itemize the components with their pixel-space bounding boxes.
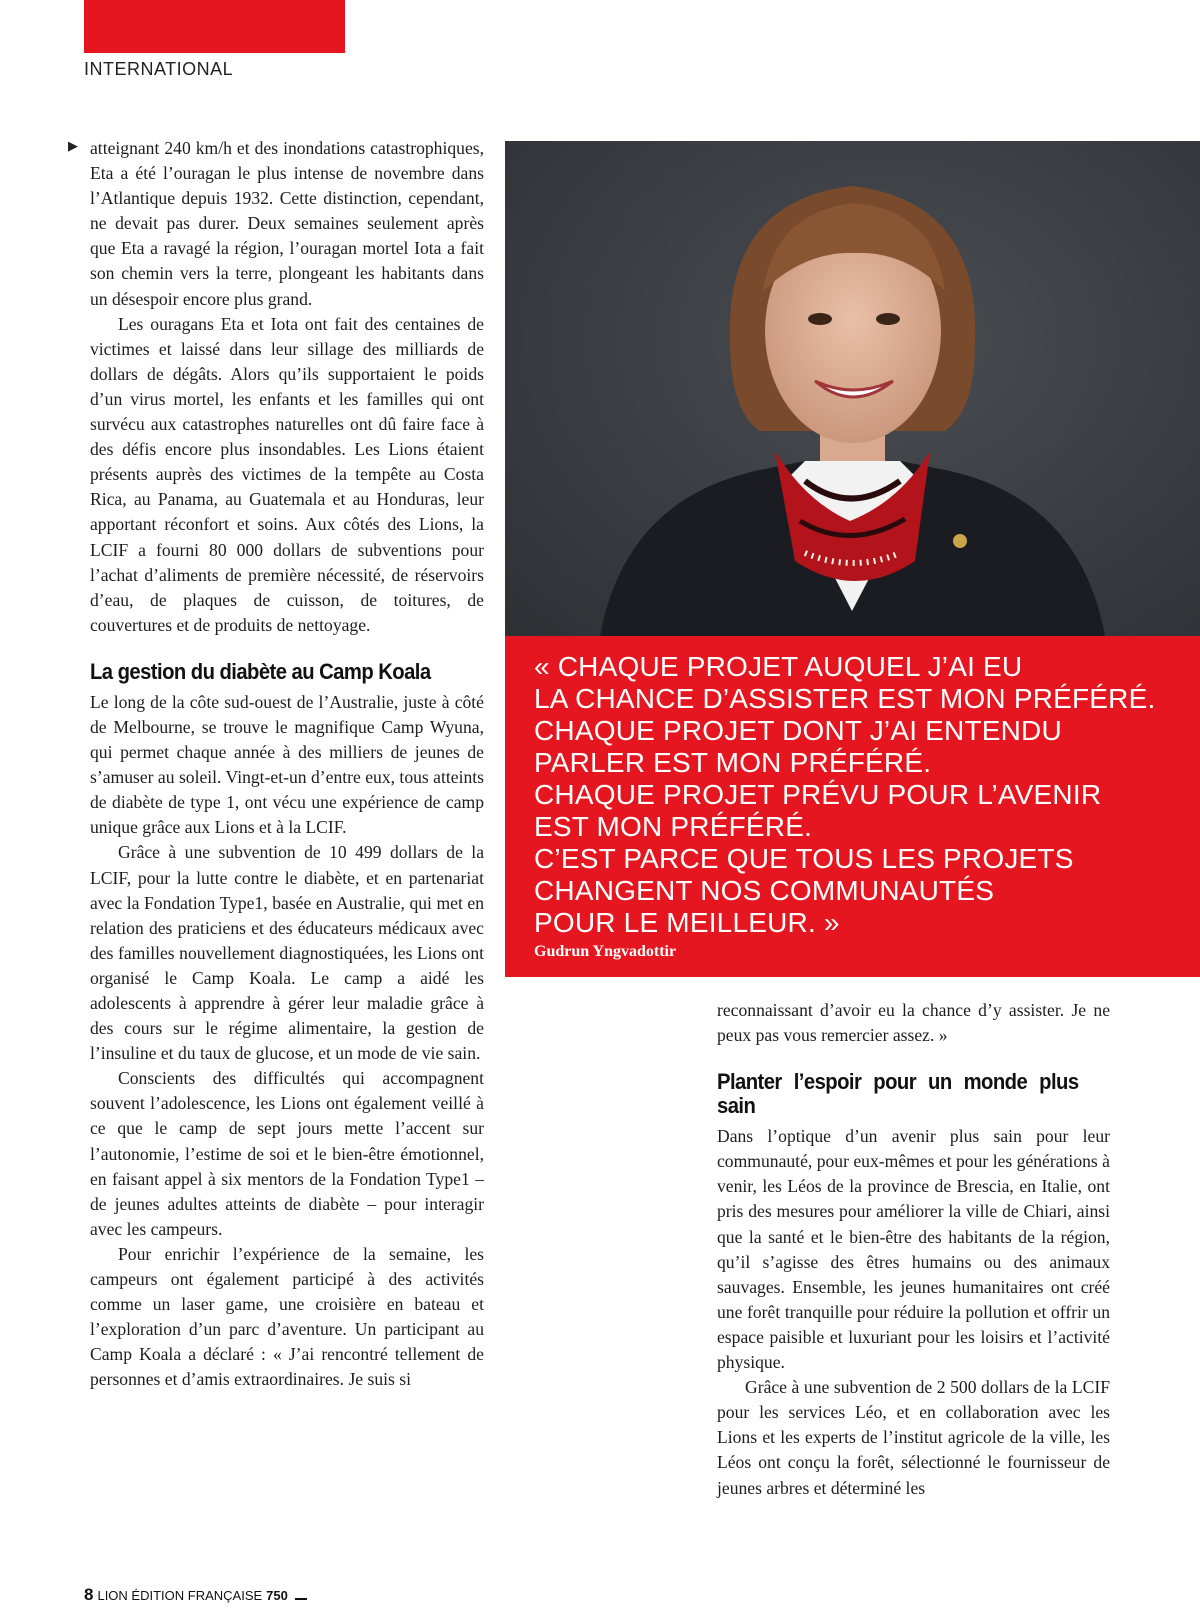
paragraph: reconnaissant d’avoir eu la chance d’y assister. Je ne peux pas vous remercier assez. »	[717, 1000, 1110, 1046]
left-column	[90, 136, 484, 1393]
header-red-bar	[84, 0, 345, 53]
section-label: INTERNATIONAL	[84, 59, 234, 79]
paragraph: atteignant 240 km/h et des inondations catastrophiques, Eta a été l’ouragan le plus intense de novembre dans l’Atlantique depuis 1932. Cette distinction, cependant, ne devait pas durer. Deux semaines seulement après que Eta a ravagé la région, l’ouragan mortel Iota a fait son chemin vers la terre, plongeant les habitants dans un désespoir encore plus grand.	[90, 138, 484, 309]
paragraph: Dans l’optique d’un avenir plus sain pour leur communauté, pour eux-mêmes et pour les générations à venir, les Léos de la province de Brescia, en Italie, ont pris des mesures pour améliorer la ville de Chiari, ainsi que la santé et le bien-être des habitants de la région, qu’il s’agisse des êtres humains ou des animaux sauvages. Ensemble, les jeunes humanitaires ont créé une forêt tranquille pour réduire la pollution et offrir un espace paisible et luxuriant pour les loisirs et l’activité physique.	[717, 1126, 1110, 1373]
pull-quote-text: « CHAQUE PROJET AUQUEL J’AI EU LA CHANCE D’ASSISTER EST MON PRÉFÉRÉ. CHAQUE PROJET DONT J’AI ENTENDU PARLER EST MON PRÉFÉRÉ. CHAQUE PROJET PRÉVU POUR L’AVENIR EST MON PRÉFÉRÉ. C’EST PARCE QUE TOUS LES PROJETS CHANGENT NOS COMMUNAUTÉS POUR LE MEILLEUR. »	[534, 651, 1156, 938]
paragraph: Grâce à une subvention de 2 500 dollars de la LCIF pour les services Léo, et en collaboration avec les Lions et les experts de l’institut agricole de la ville, les Léos ont conçu la forêt, sélectionné le fournisseur de jeunes arbres et déterminé les	[717, 1377, 1110, 1498]
page-footer	[84, 1585, 307, 1605]
section-heading-planter-espoir: Planter l’espoir pour un monde plus sain	[717, 1069, 1079, 1119]
paragraph: Les ouragans Eta et Iota ont fait des centaines de victimes et laissé dans leur sillage des milliards de dollars de dégâts. Alors qu’ils supportaient le poids d’un virus mortel, les enfants et les familles qui ont survécu aux catastrophes naturelles ont dû faire face à des défis encore plus insondables. Les Lions étaient présents auprès des victimes de la tempête au Costa Rica, au Panama, au Guatemala et au Honduras, leur apportant réconfort et soins. Aux côtés des Lions, la LCIF a fourni 80 000 dollars de subventions pour l’achat d’aliments de première nécessité, de réservoirs d’eau, de plaques de cuisson, de toitures, de couvertures et de produits de nettoyage.	[90, 313, 484, 635]
pull-quote-author: Gudrun Yngvadottir	[534, 943, 677, 960]
pull-quote	[505, 636, 1200, 977]
issue-number: 750	[266, 1588, 288, 1603]
paragraph: Conscients des difficultés qui accompagnent souvent l’adolescence, les Lions ont également veillé à ce que le camp de sept jours mette l’accent sur l’autonomie, l’estime de soi et le bien-être émotionnel, en faisant appel à six mentors de la Fondation Type1 – de jeunes adultes atteints de diabète – pour interagir avec les campeurs.	[90, 1068, 484, 1239]
page-number: 8	[84, 1585, 94, 1604]
continuation-arrow-icon: ▶	[68, 139, 78, 154]
portrait-illustration	[505, 141, 1200, 636]
paragraph: Grâce à une subvention de 10 499 dollars de la LCIF, pour la lutte contre le diabète, et en partenariat avec la Fondation Type1, basée en Australie, qui met en relation des praticiens et des éducateurs médicaux avec des familles nouvellement diagnostiquées, les Lions ont organisé le Camp Koala. Le camp a aidé les adolescents à apprendre à gérer leur maladie grâce à des cours sur le régime alimentaire, la gestion de l’insuline et du taux de glucose, et un mode de vie sain.	[90, 842, 484, 1064]
section-heading-camp-koala: La gestion du diabète au Camp Koala	[90, 658, 431, 684]
right-column	[717, 998, 1110, 1501]
paragraph: Pour enrichir l’expérience de la semaine, les campeurs ont également participé à des activités comme un laser game, une croisière en bateau et l’exploration d’un parc d’aventure. Un participant au Camp Koala a déclaré : « J’ai rencontré tellement de personnes et d’amis extraordinaires. Je suis si	[90, 1243, 484, 1390]
portrait-photo	[505, 141, 1200, 636]
paragraph: Le long de la côte sud-ouest de l’Australie, juste à côté de Melbourne, se trouve le magnifique Camp Wyuna, qui permet chaque année à des milliers de jeunes de s’amuser au soleil. Vingt-et-un d’entre eux, tous atteints de diabète de type 1, ont vécu une expérience de camp unique grâce aux Lions et à la LCIF.	[90, 691, 484, 838]
footer-rule	[295, 1598, 307, 1600]
publication-name: LION ÉDITION FRANÇAISE	[97, 1588, 263, 1603]
